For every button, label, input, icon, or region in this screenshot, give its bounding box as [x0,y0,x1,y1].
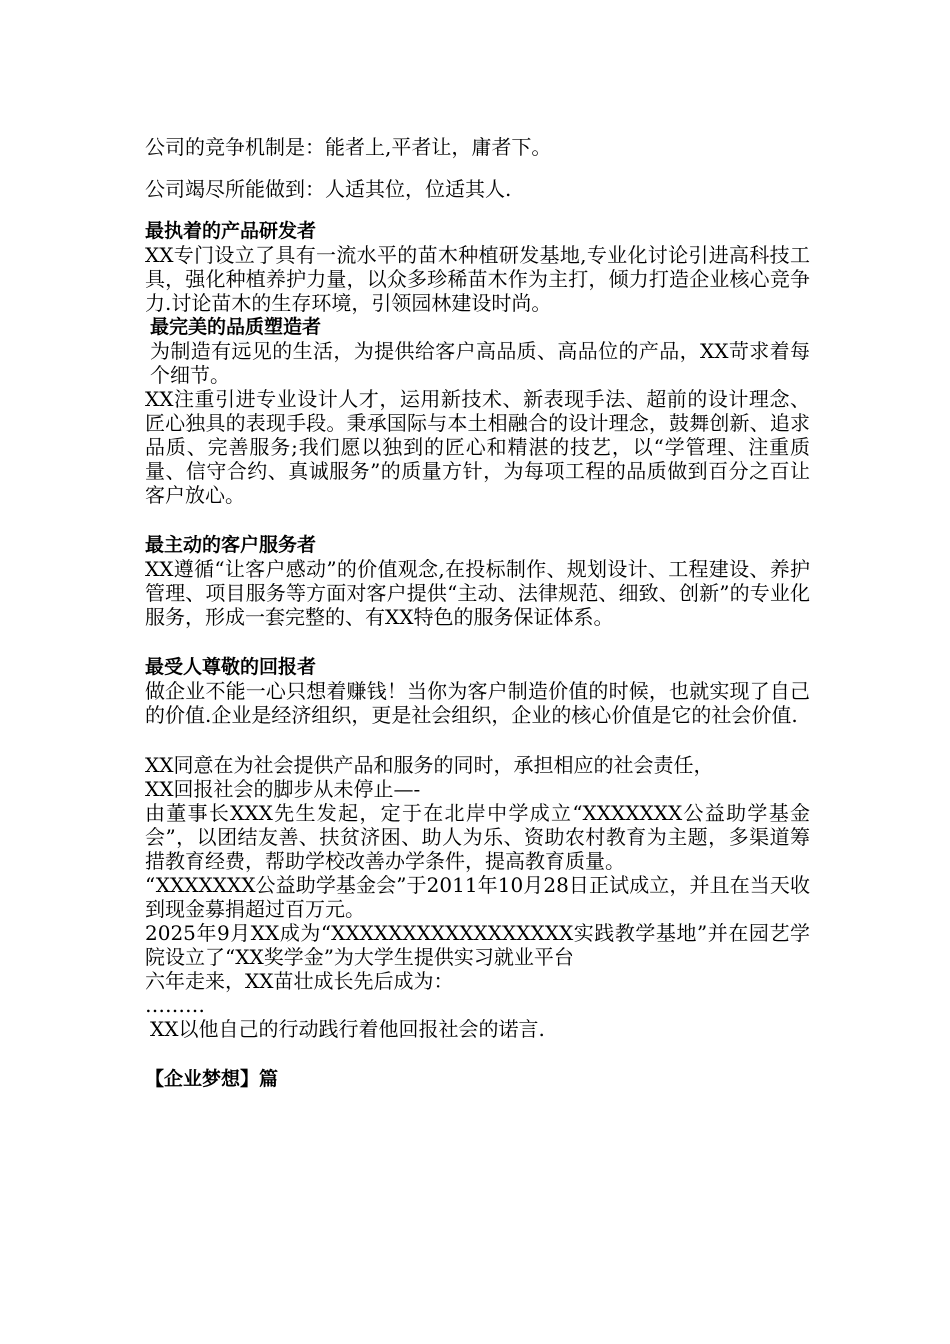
paragraph-competition: 公司的竞争机制是：能者上,平者让，庸者下。 [145,135,552,159]
paragraph-responsibility-cont: XX回报社会的脚步从未停止—- [145,777,421,801]
paragraph-responsibility: XX同意在为社会提供产品和服务的同时，承担相应的社会责任， [145,753,714,777]
paragraph-foundation-date: “XXXXXXX公益助学基金会”于2011年10月28日正试成立，并且在当天收到现金募捐超过百万元。 [145,873,810,921]
paragraph-promise: XX以他自己的行动践行着他回报社会的诺言. [150,1017,545,1041]
document-page [145,135,810,1091]
paragraph-ellipsis: ……… [145,993,205,1017]
paragraph-six-years: 六年走来，XX苗壮成长先后成为： [145,969,454,993]
paragraph-research: XX专门设立了具有一流水平的苗木种植研发基地,专业化讨论引进高科技工具，强化种植养护力量，以众多珍稀苗木作为主打，倾力打造企业核心竞争力.讨论苗木的生存环境，引领园林建设时尚。 [145,243,810,315]
paragraph-teaching-base: 2025年9月XX成为“XXXXXXXXXXXXXXXXX实践教学基地”并在园艺学院设立了“XX奖学金”为大学生提供实习就业平台 [145,921,810,969]
heading-research: 最执着的产品研发者 [145,220,317,242]
paragraph-service: XX遵循“让客户感动”的价值观念,在投标制作、规划设计、工程建设、养护管理、项目服务等方面对客户提供“主动、法律规范、细致、创新”的专业化服务，形成一套完整的、有XX特色的服务保证体系。 [145,557,810,629]
heading-enterprise-dream: 【企业梦想】篇 [145,1068,279,1090]
paragraph-quality-detail: XX注重引进专业设计人才，运用新技术、新表现手法、超前的设计理念、匠心独具的表现手段。秉承国际与本土相融合的设计理念，鼓舞创新、追求品质、完善服务;我们愿以独到的匠心和精湛的技艺，以“学管理、注重质量、信守合约、真诚服务”的质量方针，为每项工程的品质做到百分之百让客户放心。 [145,387,810,507]
heading-giving-back: 最受人尊敬的回报者 [145,656,317,678]
heading-service: 最主动的客户服务者 [145,534,317,556]
heading-quality: 最完美的品质塑造者 [150,316,322,338]
paragraph-placement: 公司竭尽所能做到：人适其位，位适其人. [145,177,512,201]
paragraph-foundation: 由董事长XXX先生发起，定于在北岸中学成立“XXXXXXX公益助学基金会”，以团结友善、扶贫济困、助人为乐、资助农村教育为主题，多渠道筹措教育经费，帮助学校改善办学条件，提高教育质量。 [145,801,810,873]
paragraph-quality-intro: 为制造有远见的生活，为提供给客户高品质、高品位的产品，XX苛求着每个细节。 [150,339,810,387]
paragraph-value: 做企业不能一心只想着赚钱！当你为客户制造价值的时候，也就实现了自己的价值.企业是经济组织，更是社会组织，企业的核心价值是它的社会价值. [145,679,810,727]
